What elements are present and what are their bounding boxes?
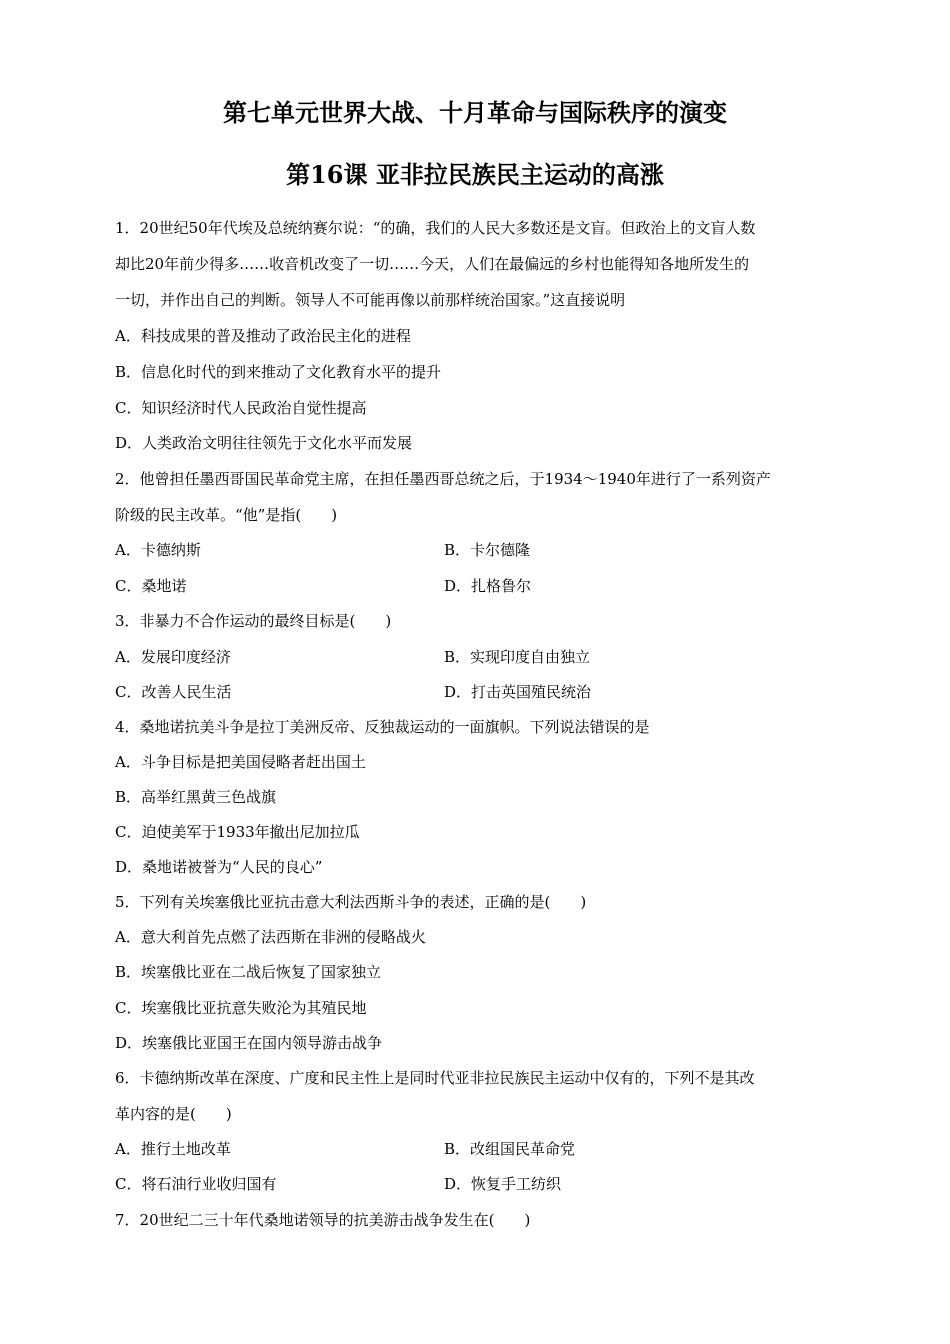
question-7-stem: 7．20世纪二三十年代桑地诺领导的抗美游击战争发生在( ) <box>115 1211 531 1229</box>
question-4-option-b: B．高举红黑黄三色战旗 <box>115 788 277 806</box>
question-1-option-a: A．科技成果的普及推动了政治民主化的进程 <box>115 327 411 345</box>
question-2-stem-line-2: 阶级的民主改革。“他”是指( ) <box>115 506 338 524</box>
question-3-stem: 3．非暴力不合作运动的最终目标是( ) <box>115 612 392 630</box>
question-2-stem-line-1: 2．他曾担任墨西哥国民革命党主席，在担任墨西哥总统之后，于1934～1940年进行了一系列资产 <box>115 470 771 488</box>
unit-title: 第七单元世界大战、十月革命与国际秩序的演变 <box>223 98 727 127</box>
question-1-stem-line-3: 一切，并作出自己的判断。领导人不可能再像以前那样统治国家。”这直接说明 <box>115 291 626 309</box>
question-4-stem: 4．桑地诺抗美斗争是拉丁美洲反帝、反独裁运动的一面旗帜。下列说法错误的是 <box>115 718 650 736</box>
question-3-option-a: A．发展印度经济 <box>115 648 231 666</box>
question-1-stem-line-2: 却比20年前少得多……收音机改变了一切……今天，人们在最偏远的乡村也能得知各地所发生的 <box>115 255 750 273</box>
question-1-stem-line-1: 1．20世纪50年代埃及总统纳赛尔说：“的确，我们的人民大多数还是文盲。但政治上的文盲人数 <box>115 219 756 237</box>
question-5-option-d: D．埃塞俄比亚国王在国内领导游击战争 <box>115 1034 383 1052</box>
question-6-option-a: A．推行土地改革 <box>115 1140 231 1158</box>
question-6-stem-line-1: 6．卡德纳斯改革在深度、广度和民主性上是同时代亚非拉民族民主运动中仅有的，下列不是其改 <box>115 1069 755 1087</box>
question-1-option-b: B．信息化时代的到来推动了文化教育水平的提升 <box>115 363 442 381</box>
question-2-option-d: D．扎格鲁尔 <box>444 577 532 595</box>
question-3-option-b: B．实现印度自由独立 <box>444 648 591 666</box>
question-1-option-d: D．人类政治文明往往领先于文化水平而发展 <box>115 434 413 452</box>
question-2-option-a: A．卡德纳斯 <box>115 541 201 559</box>
question-6-option-b: B．改组国民革命党 <box>444 1140 576 1158</box>
question-6-option-d: D．恢复手工纺织 <box>444 1175 562 1193</box>
question-4-option-d: D．桑地诺被誉为“人民的良心” <box>115 858 323 876</box>
question-4-option-c: C．迫使美军于1933年撤出尼加拉瓜 <box>115 823 360 841</box>
question-2-option-b: B．卡尔德隆 <box>444 541 531 559</box>
question-5-stem: 5．下列有关埃塞俄比亚抗击意大利法西斯斗争的表述，正确的是( ) <box>115 893 587 911</box>
question-1-option-c: C．知识经济时代人民政治自觉性提高 <box>115 399 367 417</box>
question-6-stem-line-2: 革内容的是( ) <box>115 1105 232 1123</box>
question-4-option-a: A．斗争目标是把美国侵略者赶出国土 <box>115 753 366 771</box>
question-3-option-c: C．改善人民生活 <box>115 683 232 701</box>
question-5-option-b: B．埃塞俄比亚在二战后恢复了国家独立 <box>115 963 382 981</box>
question-5-option-a: A．意大利首先点燃了法西斯在非洲的侵略战火 <box>115 928 426 946</box>
question-6-option-c: C．将石油行业收归国有 <box>115 1175 277 1193</box>
question-5-option-c: C．埃塞俄比亚抗意失败沦为其殖民地 <box>115 999 367 1017</box>
lesson-title: 第16课 亚非拉民族民主运动的高涨 <box>286 160 664 189</box>
question-3-option-d: D．打击英国殖民统治 <box>444 683 592 701</box>
question-2-option-c: C．桑地诺 <box>115 577 187 595</box>
